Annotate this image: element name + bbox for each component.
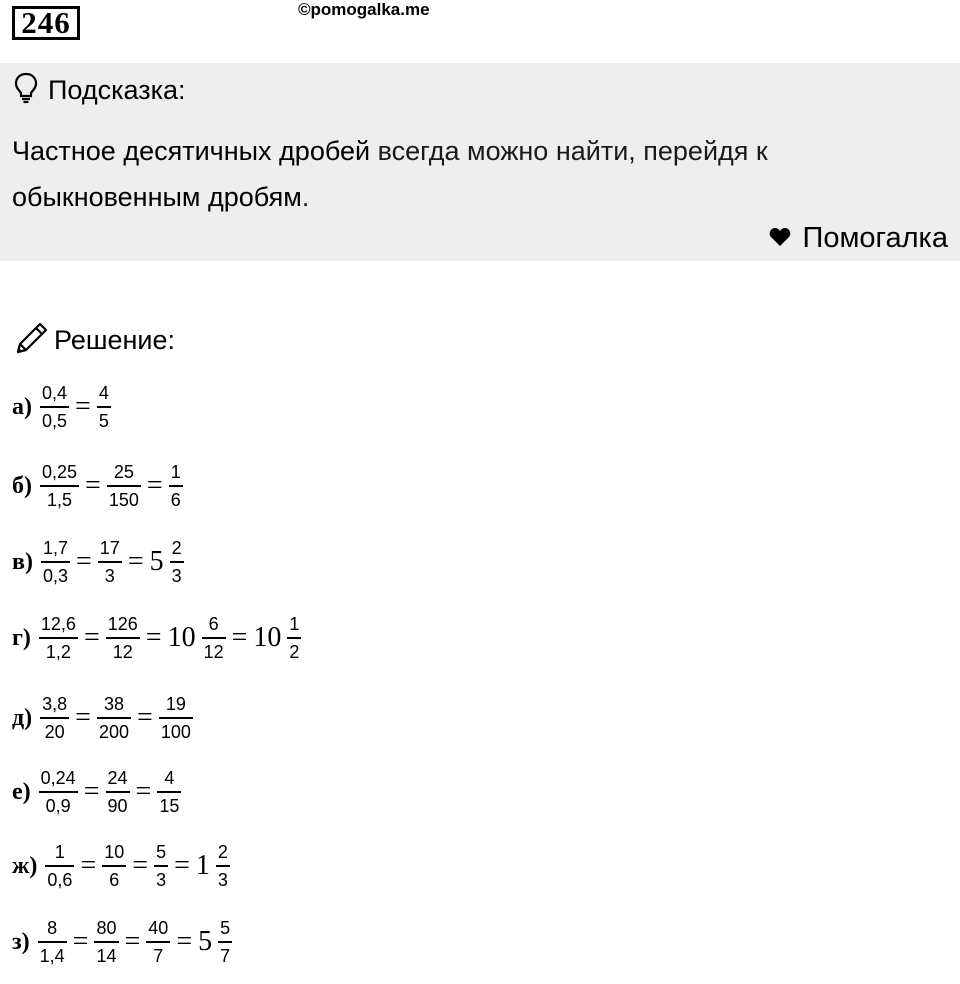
- item-letter: е): [12, 778, 31, 805]
- fraction: [170, 537, 184, 587]
- numerator: 40: [148, 918, 169, 939]
- denominator: 3: [156, 869, 167, 890]
- fraction: [97, 382, 111, 432]
- pencil-icon: [14, 320, 50, 361]
- denominator: 0,6: [47, 869, 73, 890]
- fraction-bar: [154, 865, 168, 867]
- denominator: 1,2: [45, 641, 71, 662]
- fraction: [159, 693, 193, 743]
- item-letter: в): [12, 548, 33, 575]
- equals-sign: =: [135, 776, 152, 807]
- denominator: 100: [160, 721, 191, 742]
- hint-text-bold-1: Частное десятичных дробей: [12, 136, 371, 166]
- equals-sign: =: [124, 926, 141, 957]
- equals-sign: =: [176, 926, 193, 957]
- denominator: 12: [112, 641, 133, 662]
- numerator: 4: [98, 383, 109, 404]
- hint-text: [12, 128, 912, 220]
- fraction: [39, 613, 78, 663]
- numerator: 5: [156, 842, 167, 863]
- hint-text-normal-2: .: [301, 182, 310, 212]
- fraction-bar: [107, 485, 141, 487]
- fraction: [41, 537, 70, 587]
- denominator: 0,9: [45, 795, 71, 816]
- fraction-bar: [40, 717, 69, 719]
- denominator: 150: [108, 489, 139, 510]
- heart-icon: [769, 227, 791, 251]
- denominator: 14: [96, 945, 117, 966]
- equals-sign: =: [83, 776, 100, 807]
- numerator: 3,8: [42, 694, 68, 715]
- equals-sign: =: [85, 470, 101, 501]
- numerator: 1: [170, 462, 181, 483]
- solution-item: [12, 456, 185, 516]
- equals-sign: =: [75, 391, 91, 422]
- numerator: 19: [165, 694, 186, 715]
- numerator: 25: [113, 462, 134, 483]
- solution-title: Решение:: [54, 325, 176, 355]
- equals-sign: =: [146, 470, 163, 501]
- equals-sign: =: [80, 850, 97, 881]
- numerator: 2: [217, 842, 228, 863]
- solution-item: [12, 608, 303, 668]
- denominator: 3: [104, 565, 115, 586]
- numerator: 0,24: [40, 768, 76, 789]
- fraction: [97, 693, 131, 743]
- denominator: 12: [203, 641, 224, 662]
- denominator: 20: [44, 721, 65, 742]
- numerator: 0,25: [42, 462, 78, 483]
- fraction: [218, 917, 232, 967]
- numerator: 0,4: [42, 383, 68, 404]
- equals-sign: =: [83, 622, 100, 653]
- fraction-bar: [202, 637, 226, 639]
- numerator: 1: [289, 614, 300, 635]
- denominator: 1,4: [39, 945, 65, 966]
- denominator: 15: [159, 795, 180, 816]
- numerator: 10: [104, 842, 125, 863]
- fraction-bar: [102, 865, 126, 867]
- item-letter: ж): [12, 852, 38, 879]
- numerator: 1: [54, 842, 65, 863]
- fraction-bar: [38, 941, 67, 943]
- fraction: [169, 461, 183, 511]
- denominator: 0,3: [42, 565, 68, 586]
- solution-item: [12, 532, 186, 592]
- equals-sign: =: [174, 850, 190, 881]
- equals-sign: =: [75, 702, 91, 733]
- equals-sign: =: [132, 850, 149, 881]
- denominator: 7: [220, 945, 231, 966]
- signature-text: Помогалка: [802, 222, 948, 254]
- fraction-bar: [157, 791, 181, 793]
- fraction-bar: [218, 941, 232, 943]
- fraction: [287, 613, 301, 663]
- fraction-bar: [170, 561, 184, 563]
- whole-part: 5: [198, 926, 213, 957]
- numerator: 5: [220, 918, 231, 939]
- fraction-bar: [106, 791, 130, 793]
- fraction: [39, 767, 78, 817]
- fraction: [202, 613, 226, 663]
- denominator: 6: [109, 869, 120, 890]
- whole-part: 10: [253, 622, 282, 653]
- numerator: 2: [171, 538, 182, 559]
- denominator: 3: [171, 565, 182, 586]
- fraction-bar: [94, 941, 118, 943]
- whole-part: 1: [195, 850, 210, 881]
- numerator: 80: [96, 918, 117, 939]
- denominator: 90: [107, 795, 128, 816]
- fraction: [106, 767, 130, 817]
- numerator: 1,7: [42, 538, 68, 559]
- denominator: 2: [289, 641, 300, 662]
- fraction: [154, 841, 168, 891]
- equals-sign: =: [75, 546, 92, 577]
- fraction-bar: [169, 485, 183, 487]
- numerator: 8: [47, 918, 58, 939]
- fraction-bar: [98, 561, 122, 563]
- solution-item: [12, 912, 234, 972]
- solution-item: [12, 688, 195, 748]
- fraction: [94, 917, 118, 967]
- item-letter: б): [12, 472, 32, 499]
- fraction-bar: [39, 637, 78, 639]
- watermark: ©pomogalka.me: [298, 0, 430, 19]
- fraction: [38, 917, 67, 967]
- fraction: [107, 461, 141, 511]
- item-letter: г): [12, 624, 31, 651]
- fraction: [157, 767, 181, 817]
- solution-header: [14, 320, 175, 361]
- item-letter: а): [12, 393, 32, 420]
- solution-item: [12, 762, 183, 822]
- numerator: 6: [208, 614, 219, 635]
- fraction-bar: [216, 865, 230, 867]
- fraction-bar: [97, 406, 111, 408]
- fraction: [45, 841, 74, 891]
- fraction-bar: [40, 406, 69, 408]
- fraction-bar: [40, 485, 79, 487]
- item-letter: з): [12, 928, 30, 955]
- denominator: 5: [98, 410, 109, 431]
- fraction: [40, 382, 69, 432]
- denominator: 7: [153, 945, 164, 966]
- fraction-bar: [287, 637, 301, 639]
- whole-part: 10: [167, 622, 196, 653]
- fraction: [40, 461, 79, 511]
- lightbulb-icon: [14, 72, 38, 109]
- fraction-bar: [146, 941, 170, 943]
- equals-sign: =: [127, 546, 144, 577]
- numerator: 126: [107, 614, 138, 635]
- equals-sign: =: [137, 702, 153, 733]
- denominator: 1,5: [47, 489, 73, 510]
- problem-number: 246: [12, 6, 80, 40]
- denominator: 200: [98, 721, 130, 742]
- hint-title: Подсказка:: [48, 75, 186, 105]
- equals-sign: =: [72, 926, 89, 957]
- fraction: [102, 841, 126, 891]
- equals-sign: =: [231, 622, 248, 653]
- signature: [769, 222, 948, 255]
- fraction: [146, 917, 170, 967]
- solution-item: [12, 377, 113, 437]
- fraction-bar: [97, 717, 131, 719]
- fraction-bar: [159, 717, 193, 719]
- equals-sign: =: [145, 622, 162, 653]
- fraction: [98, 537, 122, 587]
- denominator: 3: [217, 869, 228, 890]
- hint-header: [14, 74, 186, 106]
- fraction-bar: [106, 637, 140, 639]
- fraction-bar: [39, 791, 78, 793]
- whole-part: 5: [149, 546, 164, 577]
- solution-item: [12, 836, 232, 896]
- fraction: [106, 613, 140, 663]
- numerator: 24: [107, 768, 128, 789]
- hint-text-normal-1: всегда можно найти, перейдя к: [370, 136, 768, 166]
- numerator: 38: [103, 694, 124, 715]
- hint-text-bold-2: обыкновенным дробям: [12, 182, 302, 212]
- numerator: 17: [99, 538, 120, 559]
- fraction: [216, 841, 230, 891]
- fraction-bar: [45, 865, 74, 867]
- numerator: 4: [164, 768, 175, 789]
- denominator: 0,5: [42, 410, 68, 431]
- item-letter: д): [12, 704, 33, 731]
- numerator: 12,6: [40, 614, 76, 635]
- fraction: [40, 693, 69, 743]
- denominator: 6: [170, 489, 181, 510]
- fraction-bar: [41, 561, 70, 563]
